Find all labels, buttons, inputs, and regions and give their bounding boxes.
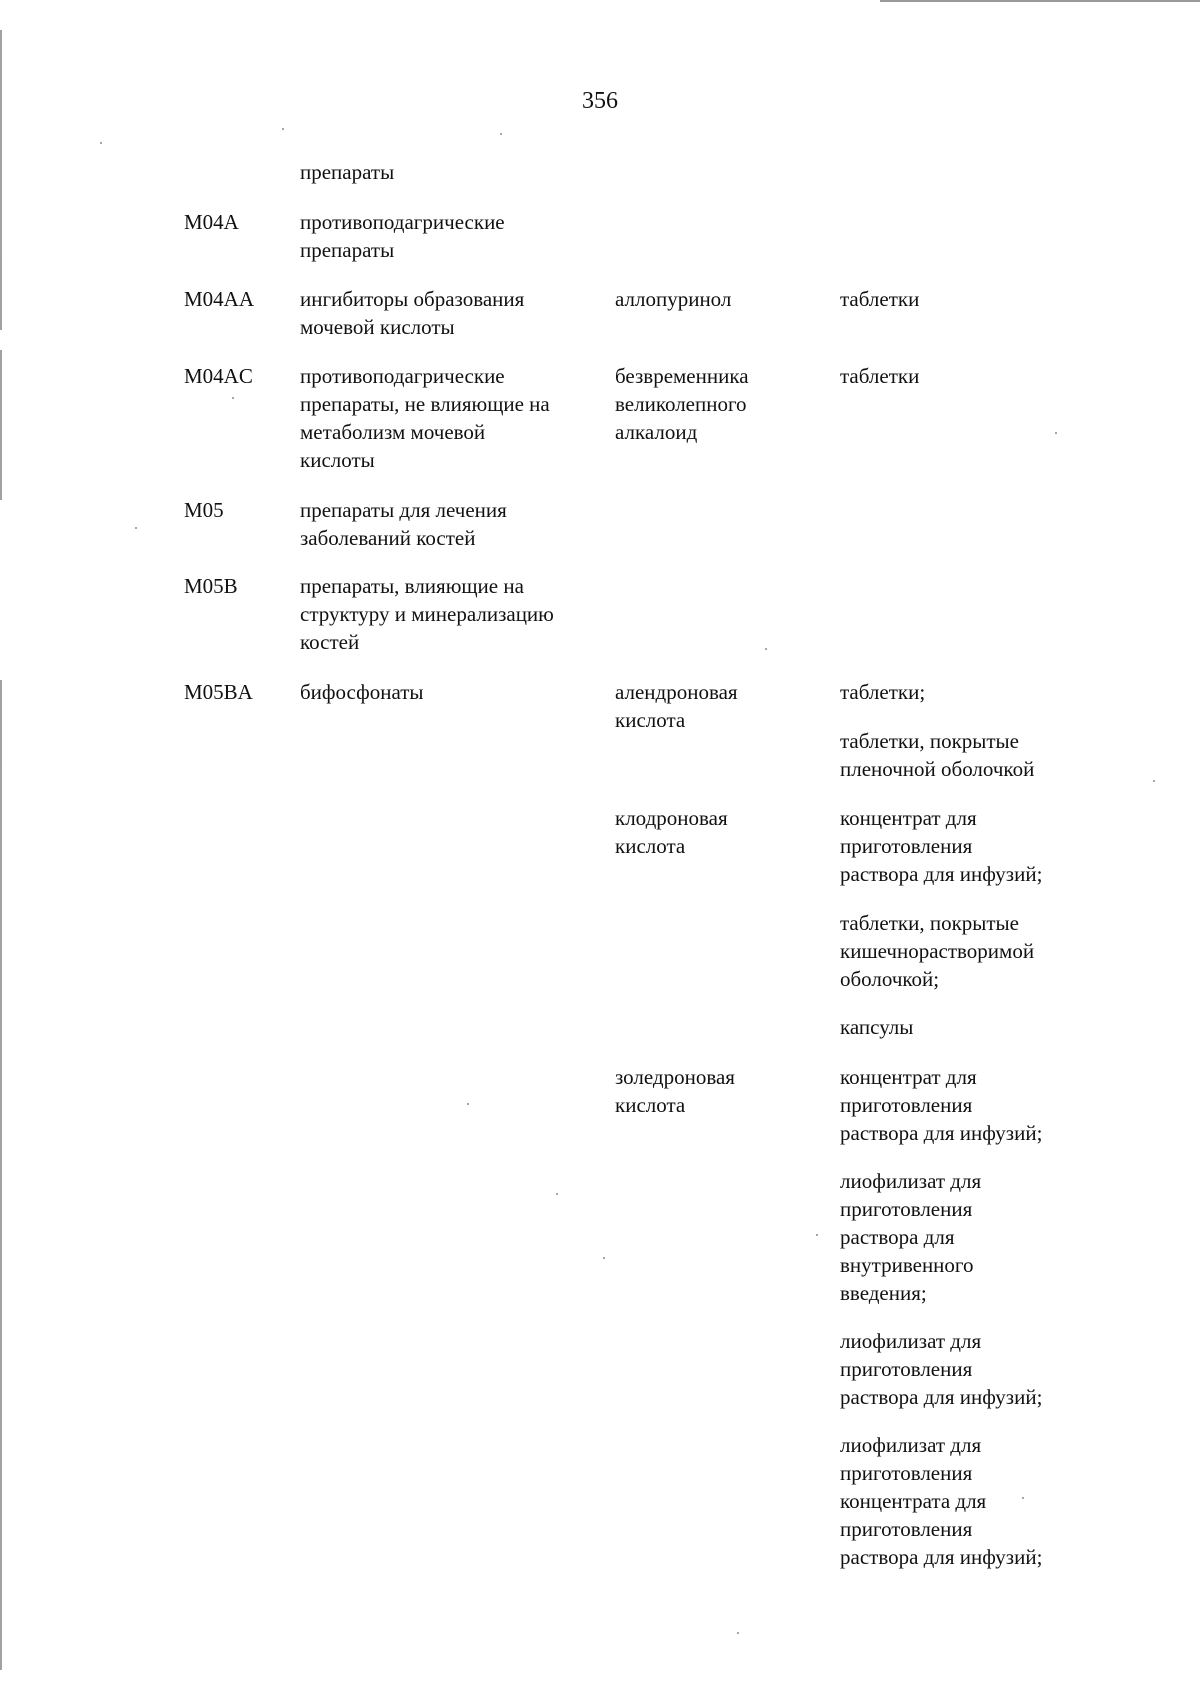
row-group: препараты, влияющие на структуру и минерализацию костей bbox=[300, 574, 554, 654]
row-group: противоподагрические препараты bbox=[300, 210, 505, 262]
row-drug: золедроновая кислота bbox=[615, 1065, 735, 1117]
scan-speck bbox=[500, 133, 502, 135]
row-form: таблетки bbox=[840, 364, 920, 388]
row-form: концентрат для приготовления раствора для инфузий; bbox=[840, 806, 1043, 886]
page-number: 356 bbox=[582, 88, 618, 114]
scan-speck bbox=[232, 397, 234, 399]
scan-speck bbox=[135, 527, 137, 529]
row-code: M05 bbox=[184, 498, 224, 522]
row-form: капсулы bbox=[840, 1015, 914, 1039]
scan-speck bbox=[737, 1632, 739, 1634]
row-group: бифосфонаты bbox=[300, 680, 424, 704]
row-group: препараты bbox=[300, 160, 395, 184]
row-code: M05BA bbox=[184, 680, 253, 704]
scan-speck bbox=[556, 1193, 558, 1195]
row-code: M05B bbox=[184, 574, 238, 598]
row-code: M04AA bbox=[184, 287, 255, 311]
scan-speck bbox=[100, 142, 102, 144]
scan-speck bbox=[467, 1103, 469, 1105]
scan-speck bbox=[603, 1257, 605, 1259]
row-form: таблетки; bbox=[840, 680, 926, 704]
row-group: ингибиторы образования мочевой кислоты bbox=[300, 287, 525, 339]
scan-speck bbox=[816, 1234, 818, 1236]
scan-left-edge bbox=[0, 30, 2, 1670]
row-form: лиофилизат для приготовления раствора для инфузий; bbox=[840, 1329, 1043, 1409]
row-drug: аллопуринол bbox=[615, 287, 732, 311]
row-form: лиофилизат для приготовления раствора для внутривенного введения; bbox=[840, 1169, 982, 1305]
row-drug: алендроновая кислота bbox=[615, 680, 738, 732]
row-form: таблетки bbox=[840, 287, 920, 311]
row-form: лиофилизат для приготовления концентрата для приготовления раствора для инфузий; bbox=[840, 1433, 1043, 1569]
scan-speck bbox=[1022, 1497, 1024, 1499]
row-form: таблетки, покрытые кишечнорастворимой оболочкой; bbox=[840, 911, 1035, 991]
scan-speck bbox=[1055, 432, 1057, 434]
row-group: противоподагрические препараты, не влияющие на метаболизм мочевой кислоты bbox=[300, 364, 550, 472]
row-drug: безвременника великолепного алкалоид bbox=[615, 364, 749, 444]
scan-speck bbox=[282, 128, 284, 130]
row-form: концентрат для приготовления раствора для инфузий; bbox=[840, 1065, 1043, 1145]
row-code: M04A bbox=[184, 210, 239, 234]
scan-top-edge bbox=[880, 0, 1200, 2]
row-code: M04AC bbox=[184, 364, 253, 388]
row-drug: клодроновая кислота bbox=[615, 806, 728, 858]
scan-speck bbox=[1153, 780, 1155, 782]
row-form: таблетки, покрытые пленочной оболочкой bbox=[840, 729, 1035, 781]
scan-speck bbox=[765, 648, 767, 650]
row-group: препараты для лечения заболеваний костей bbox=[300, 498, 507, 550]
